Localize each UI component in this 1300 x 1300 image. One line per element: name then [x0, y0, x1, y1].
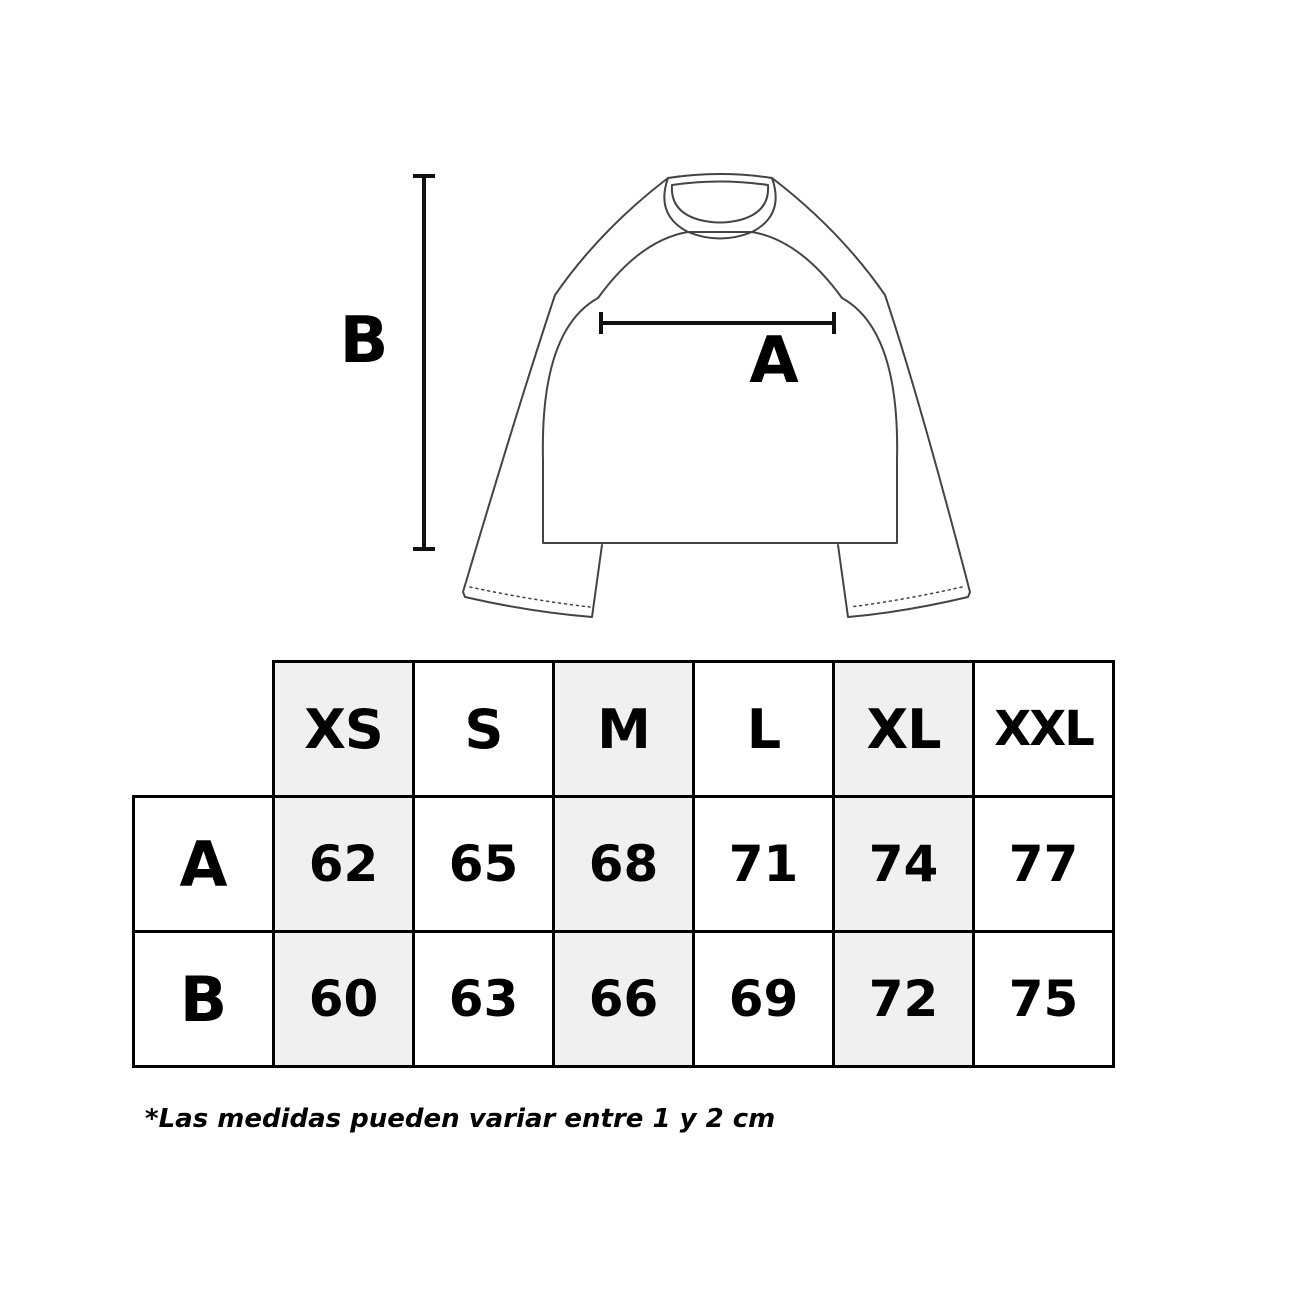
value-a-l: 71: [694, 797, 834, 932]
garment-diagram: [0, 0, 1300, 640]
measurement-note: *Las medidas pueden variar entre 1 y 2 cm: [145, 1104, 776, 1134]
size-table: [132, 660, 1115, 1068]
value-b-l: 69: [694, 932, 834, 1067]
measure-a-line: [601, 314, 834, 332]
size-header-l: L: [694, 662, 834, 797]
size-header-xxl: XXL: [974, 662, 1114, 797]
left-cuff-stitch: [470, 587, 590, 607]
value-a-xs: 62: [274, 797, 414, 932]
size-header-xl: XL: [834, 662, 974, 797]
value-a-m: 68: [554, 797, 694, 932]
right-sleeve-outline: [772, 178, 970, 617]
measure-a-label: A: [749, 324, 799, 398]
size-header-xs: XS: [274, 662, 414, 797]
table-row: [134, 932, 1114, 1067]
size-header-s: S: [414, 662, 554, 797]
measure-b-line: [415, 176, 433, 549]
measure-b-label: B: [339, 304, 389, 378]
right-cuff-stitch: [850, 587, 962, 607]
table-row: [134, 797, 1114, 932]
garment-body-outline: [543, 232, 897, 543]
table-corner: [134, 662, 274, 797]
left-sleeve-outline: [463, 178, 668, 617]
size-header-m: M: [554, 662, 694, 797]
value-a-xxl: 77: [974, 797, 1114, 932]
value-b-xl: 72: [834, 932, 974, 1067]
row-label-a: A: [134, 797, 274, 932]
size-header-row: [134, 662, 1114, 797]
value-b-s: 63: [414, 932, 554, 1067]
value-b-m: 66: [554, 932, 694, 1067]
value-b-xxl: 75: [974, 932, 1114, 1067]
row-label-b: B: [134, 932, 274, 1067]
value-a-xl: 74: [834, 797, 974, 932]
value-b-xs: 60: [274, 932, 414, 1067]
value-a-s: 65: [414, 797, 554, 932]
neckline-inner: [672, 182, 768, 223]
